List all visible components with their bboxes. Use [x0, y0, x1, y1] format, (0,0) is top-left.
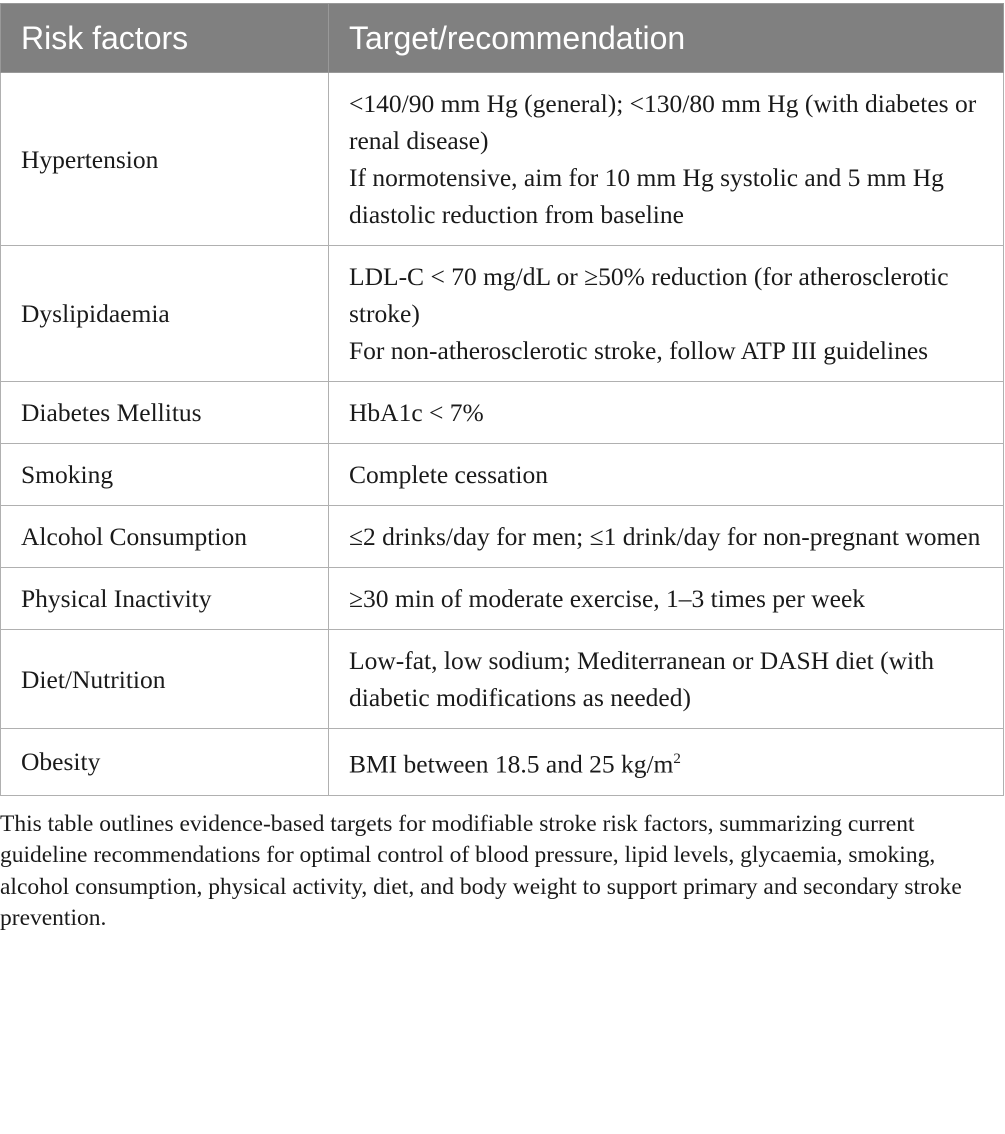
target-text-content: Complete cessation — [349, 460, 548, 489]
target-text-content: ≤2 drinks/day for men; ≤1 drink/day for non-pregnant women — [349, 522, 981, 551]
table-row — [1, 246, 1004, 382]
target-cell — [329, 630, 1004, 729]
target-text-content: Low-fat, low sodium; Mediterranean or DASH diet (with diabetic modifications as needed) — [349, 646, 934, 712]
target-cell — [329, 729, 1004, 796]
risk-factor-cell: Physical Inactivity — [1, 568, 329, 630]
risk-factor-cell: Obesity — [1, 729, 329, 796]
table-row — [1, 382, 1004, 444]
target-text — [349, 580, 983, 617]
risk-factor-cell: Hypertension — [1, 73, 329, 246]
table-row — [1, 729, 1004, 796]
table-row — [1, 506, 1004, 568]
target-text — [349, 741, 983, 783]
risk-factor-cell: Dyslipidaemia — [1, 246, 329, 382]
header-target-recommendation: Target/recommendation — [329, 4, 1004, 73]
target-cell — [329, 444, 1004, 506]
table-row — [1, 568, 1004, 630]
target-text-content: If normotensive, aim for 10 mm Hg systolic and 5 mm Hg diastolic reduction from baseline — [349, 163, 944, 229]
table-row — [1, 73, 1004, 246]
target-text-content: <140/90 mm Hg (general); <130/80 mm Hg (with diabetes or renal disease) — [349, 89, 977, 155]
target-cell — [329, 382, 1004, 444]
target-text — [349, 258, 983, 332]
risk-factor-cell: Alcohol Consumption — [1, 506, 329, 568]
target-text-content: For non-atherosclerotic stroke, follow ATP III guidelines — [349, 336, 929, 365]
target-text — [349, 642, 983, 716]
target-text — [349, 456, 983, 493]
target-text — [349, 518, 983, 555]
target-text — [349, 159, 983, 233]
table-caption: This table outlines evidence-based targets for modifiable stroke risk factors, summarizing current guideline recommendations for optimal control of blood pressure, lipid levels, glycaemia, smoking, alcohol consumption, physical activity, diet, and body weight to support primary and secondary stroke prevention. — [0, 810, 962, 931]
target-text — [349, 332, 983, 369]
target-text-content: BMI between 18.5 and 25 kg/m — [349, 749, 674, 779]
risk-factor-table — [0, 3, 1004, 796]
target-text — [349, 85, 983, 159]
superscript: 2 — [673, 751, 681, 767]
target-text-content: HbA1c < 7% — [349, 398, 484, 427]
risk-factor-cell: Smoking — [1, 444, 329, 506]
target-cell — [329, 506, 1004, 568]
risk-factor-cell: Diabetes Mellitus — [1, 382, 329, 444]
risk-factor-cell: Diet/Nutrition — [1, 630, 329, 729]
table-row — [1, 630, 1004, 729]
header-risk-factors: Risk factors — [1, 4, 329, 73]
table-row — [1, 444, 1004, 506]
table-header-row — [1, 4, 1004, 73]
target-cell — [329, 568, 1004, 630]
target-text-content: LDL-C < 70 mg/dL or ≥50% reduction (for atherosclerotic stroke) — [349, 262, 949, 328]
target-text — [349, 394, 983, 431]
target-text-content: ≥30 min of moderate exercise, 1–3 times per week — [349, 584, 866, 613]
target-cell — [329, 246, 1004, 382]
target-cell — [329, 73, 1004, 246]
